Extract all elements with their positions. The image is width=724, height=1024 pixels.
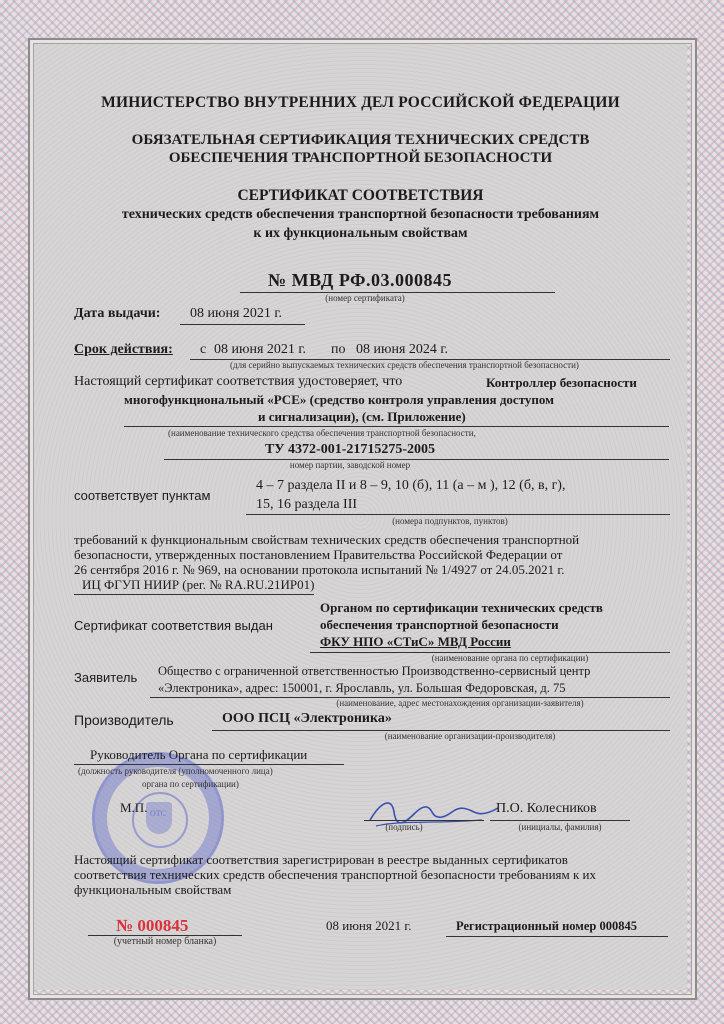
issuer-caption: (наименование органа по сертификации) [431, 653, 589, 663]
shield-icon [146, 802, 172, 834]
applicant-caption: (наименование, адрес местонахождения организации-заявителя) [336, 698, 584, 708]
validity-from-prefix: с [200, 342, 207, 357]
signatory-name-underline [490, 820, 630, 821]
applicant-label: Заявитель [74, 670, 138, 685]
requirements-line-4: ИЦ ФГУП НИИР (рег. № RA.RU.21ИР01) [82, 577, 315, 592]
signatory-name: П.О. Колесников [496, 801, 597, 816]
ministry-title: МИНИСТЕРСТВО ВНУТРЕННИХ ДЕЛ РОССИЙСКОЙ ФЕДЕРАЦИИ [101, 94, 620, 111]
validity-from: 08 июня 2021 г. [214, 342, 307, 357]
registration-number: Регистрационный номер 000845 [456, 919, 637, 933]
certificate-subtitle-2: к их функциональным свойствам [253, 226, 468, 241]
compliance-items-2: 15, 16 раздела III [256, 497, 358, 512]
compliance-label: соответствует пунктам [74, 488, 211, 503]
signatory-position-caption-1: (должность руководителя (уполномоченного лица) [78, 766, 273, 776]
subject-spec-caption: номер партии, заводской номер [289, 460, 411, 470]
subject-name-2: многофункциональный «РСЕ» (средство контроля управления доступом [124, 392, 555, 407]
heading-line-1: ОБЯЗАТЕЛЬНАЯ СЕРТИФИКАЦИЯ ТЕХНИЧЕСКИХ СРЕДСТВ [131, 132, 590, 148]
signatory-position: Руководитель Органа по сертификации [90, 747, 308, 762]
compliance-items-1: 4 – 7 раздела II и 8 – 9, 10 (б), 11 (а – м ), 12 (б, в, г), [256, 478, 566, 493]
registry-line-3: функциональным свойствам [74, 882, 232, 897]
subject-intro: Настоящий сертификат соответствия удостоверяет, что [74, 374, 403, 389]
registry-line-1: Настоящий сертификат соответствия зарегистрирован в реестре выданных сертификатов [74, 852, 568, 867]
subject-underline [124, 426, 669, 427]
requirements-line-1: требований к функциональным свойствам технических средств обеспечения транспортной [74, 532, 580, 547]
applicant-line-1: Общество с ограниченной ответственностью Производственно-сервисный центр [158, 664, 591, 678]
compliance-underline [246, 514, 670, 515]
certificate-number: № МВД РФ.03.000845 [268, 270, 452, 290]
footer-date: 08 июня 2021 г. [326, 918, 412, 933]
validity-label: Срок действия: [74, 342, 173, 357]
signatory-name-caption: (инициалы, фамилия) [518, 822, 602, 832]
signature [362, 790, 502, 840]
validity-to-prefix: по [331, 342, 346, 357]
signatory-position-caption-2: органа по сертификации) [142, 779, 239, 789]
subject-name-3: и сигнализации), (см. Приложение) [258, 409, 466, 424]
blank-number: № 000845 [116, 916, 189, 935]
seal-text: ОТС [150, 809, 166, 818]
subject-spec: ТУ 4372-001-21715275-2005 [264, 442, 436, 457]
compliance-caption: (номера подпунктов, пунктов) [392, 516, 508, 526]
requirements-line-3: 26 сентября 2016 г. № 969, на основании протокола испытаний № 1/4927 от 24.05.2021 г. [74, 562, 565, 577]
manufacturer-label: Производитель [74, 712, 174, 728]
subject-caption: (наименование технического средства обеспечения транспортной безопасности, [168, 428, 476, 438]
blank-number-caption: (учетный номер бланка) [113, 936, 217, 947]
validity-to: 08 июня 2024 г. [356, 342, 449, 357]
issue-date-value: 08 июня 2021 г. [190, 306, 283, 321]
manufacturer-name: ООО ПСЦ «Электроника» [222, 711, 392, 726]
validity-caption: (для серийно выпускаемых технических средств обеспечения транспортной безопасности) [230, 360, 579, 370]
certificate-number-caption: (номер сертификата) [325, 293, 405, 303]
subject-name-1: Контроллер безопасности [486, 375, 637, 390]
applicant-line-2: «Электроника», адрес: 150001, г. Ярославль, ул. Большая Федоровская, д. 75 [158, 681, 566, 695]
registration-number-underline [446, 936, 668, 937]
signature-caption: (подпись) [385, 822, 423, 832]
issuer-name-1: Органом по сертификации технических средств [320, 600, 603, 615]
issuer-label: Сертификат соответствия выдан [74, 618, 273, 633]
requirements-underline [74, 594, 314, 595]
registry-line-2: соответствия технических средств обеспечения транспортной безопасности требованиям к их [74, 867, 597, 882]
certificate-title: СЕРТИФИКАТ СООТВЕТСТВИЯ [237, 187, 484, 204]
issuer-name-3: ФКУ НПО «СТиС» МВД России [320, 634, 511, 649]
signatory-position-underline [74, 764, 344, 765]
requirements-line-2: безопасности, утвержденных постановлением Правительства Российской Федерации от [74, 547, 563, 562]
issue-date-label: Дата выдачи: [74, 306, 161, 321]
issuer-name-2: обеспечения транспортной безопасности [320, 617, 559, 632]
heading-line-2: ОБЕСПЕЧЕНИЯ ТРАНСПОРТНОЙ БЕЗОПАСНОСТИ [168, 150, 553, 166]
manufacturer-caption: (наименование организации-производителя) [384, 731, 556, 741]
signature-underline [364, 820, 484, 821]
certificate-subtitle-1: технических средств обеспечения транспортной безопасности требованиям [121, 207, 600, 222]
issue-date-underline [180, 324, 305, 325]
stamp-place-label: М.П. [120, 800, 148, 815]
